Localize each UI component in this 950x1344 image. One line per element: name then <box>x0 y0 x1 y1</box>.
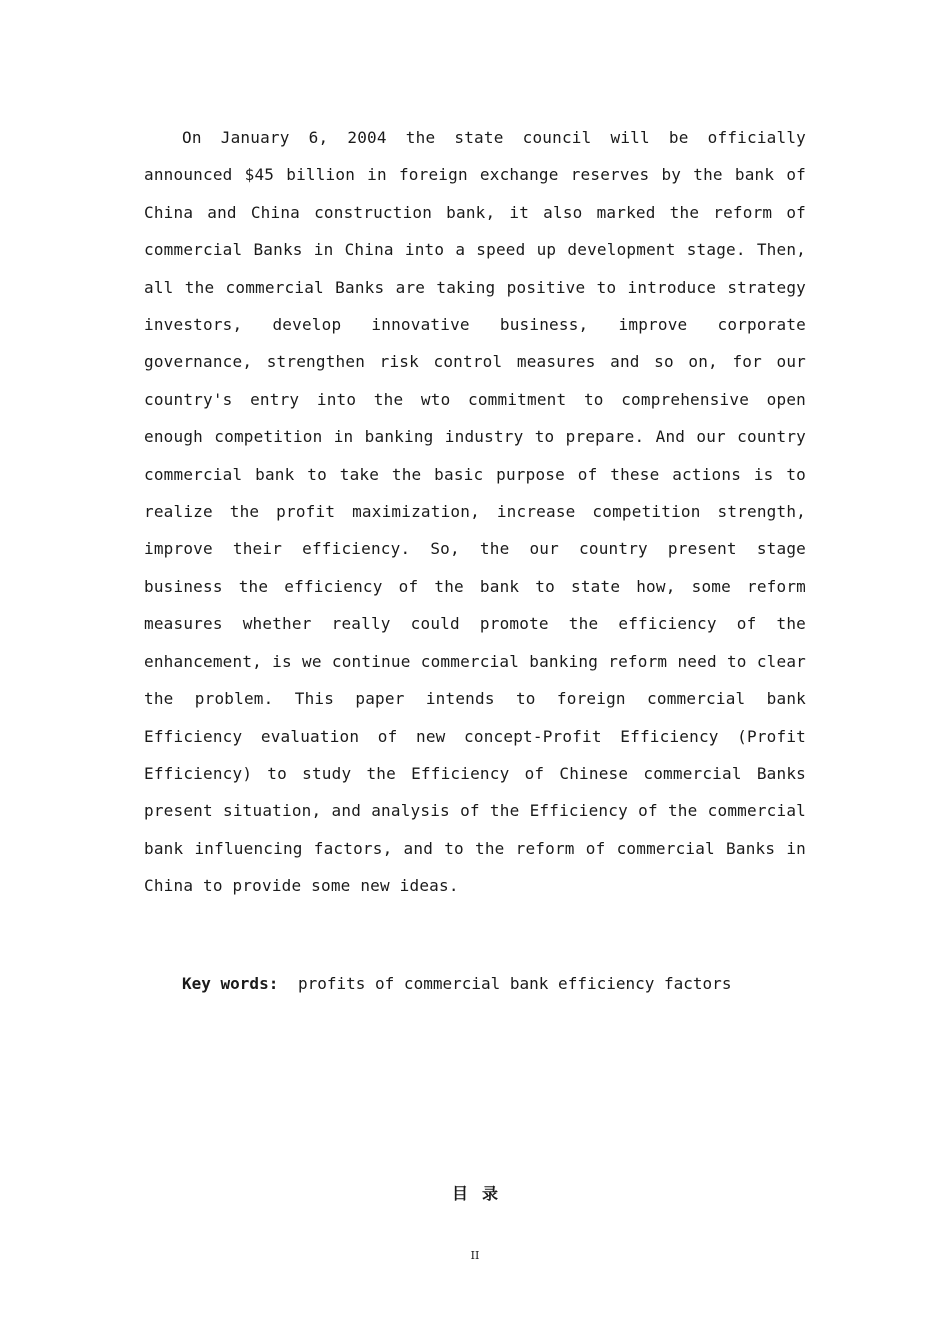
keywords-line <box>182 968 731 1000</box>
page-number: II <box>470 1249 480 1262</box>
abstract-paragraph: On January 6, 2004 the state council will be officially announced $45 billion in foreign exchange reserves by the bank of China and China construction bank, it also marked the reform of commercial Banks in China into a speed up development stage. Then, all the commercial Banks are taking positive to introduce strategy investors, develop innovative business, improve corporate governance, strengthen risk control measures and so on, for our country's entry into the wto commitment to comprehensive open enough competition in banking industry to prepare. And our country commercial bank to take the basic purpose of these actions is to realize the profit maximization, increase competition strength, improve their efficiency. So, the our country present stage business the efficiency of the bank to state how, some reform measures whether really could promote the efficiency of the enhancement, is we continue commercial banking reform need to clear the problem. This paper intends to foreign commercial bank Efficiency evaluation of new concept-Profit Efficiency (Profit Efficiency) to study the Efficiency of Chinese commercial Banks present situation, and analysis of the Efficiency of the commercial bank influencing factors, and to the reform of commercial Banks in China to provide some new ideas. <box>144 128 806 896</box>
keywords-label: Key words: <box>182 974 279 993</box>
keywords-text: profits of commercial bank efficiency factors <box>297 974 732 993</box>
toc-heading: 目录 <box>451 1184 512 1203</box>
